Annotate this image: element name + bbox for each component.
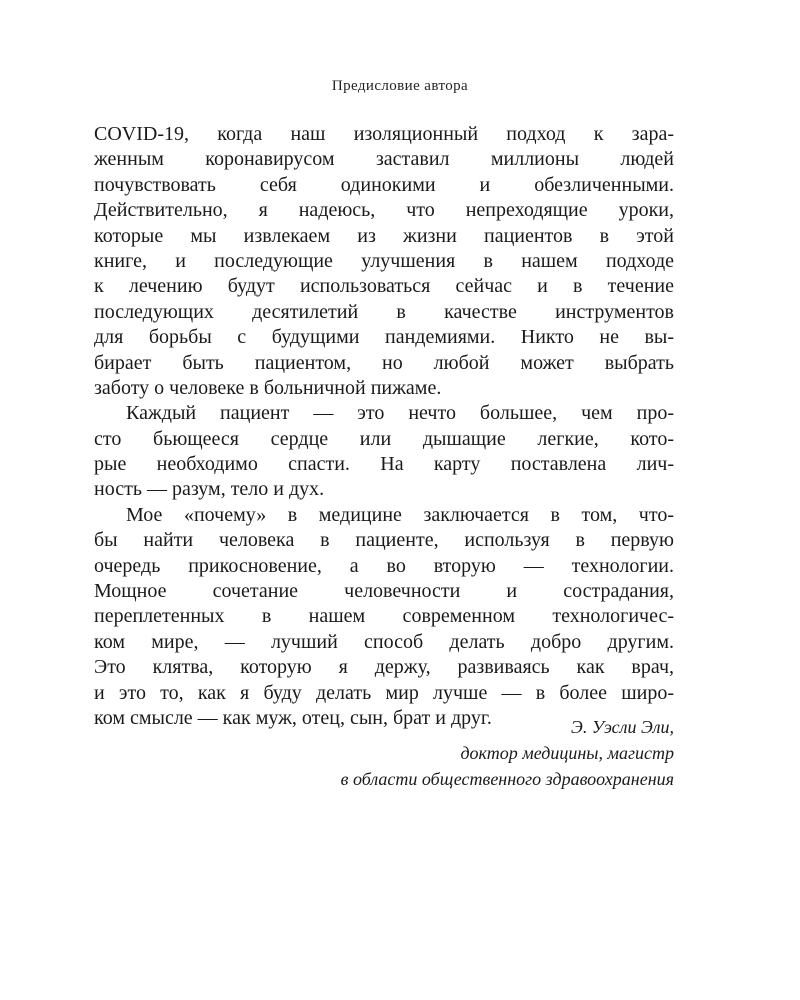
text-line: к лечению будут использоваться сейчас и в течение bbox=[94, 275, 674, 298]
text-line: рые необходимо спасти. На карту поставлена лич- bbox=[94, 453, 674, 476]
text-line: книге, и последующие улучшения в нашем подходе bbox=[94, 249, 674, 272]
body-text bbox=[94, 122, 674, 731]
text-line: почувствовать себя одинокими и обезличенными. bbox=[94, 173, 674, 196]
text-line: и это то, как я буду делать мир лучше — в более широ- bbox=[94, 681, 674, 704]
author-field: в области общественного здравоохранения bbox=[340, 769, 674, 789]
text-line: Каждый пациент — это нечто большее, чем про- bbox=[126, 402, 674, 425]
text-line: Мощное сочетание человечности и сострадания, bbox=[94, 580, 674, 603]
text-line: бы найти человека в пациенте, используя в первую bbox=[94, 529, 674, 552]
running-header: Предисловие автора bbox=[331, 78, 469, 94]
author-title: доктор медицины, магистр bbox=[460, 743, 674, 763]
text-line: которые мы извлекаем из жизни пациентов в этой bbox=[94, 224, 674, 247]
text-line: сто бьющееся сердце или дышащие легкие, кото- bbox=[94, 427, 674, 450]
text-line: Действительно, я надеюсь, что непреходящие уроки, bbox=[94, 199, 674, 222]
paragraph bbox=[94, 503, 674, 732]
text-line: последующих десятилетий в качестве инструментов bbox=[94, 300, 674, 323]
text-line: Это клятва, которую я держу, развиваясь как врач, bbox=[94, 656, 674, 679]
text-line: ком смысле — как муж, отец, сын, брат и друг. bbox=[94, 706, 492, 729]
author-signature bbox=[341, 714, 674, 792]
author-name: Э. Уэсли Эли, bbox=[571, 717, 674, 737]
text-line: Мое «почему» в медицине заключается в том, что- bbox=[126, 503, 674, 526]
text-line: заботу о человеке в больничной пижаме. bbox=[94, 376, 442, 399]
text-line: очередь прикосновение, а во вторую — технологии. bbox=[94, 554, 674, 577]
text-line: переплетенных в нашем современном технологичес- bbox=[94, 605, 674, 628]
text-line: для борьбы с будущими пандемиями. Никто не вы- bbox=[94, 326, 674, 349]
text-line: ность — разум, тело и дух. bbox=[94, 478, 325, 501]
text-line: бирает быть пациентом, но любой может выбрать bbox=[94, 351, 674, 374]
text-line: ком мире, — лучший способ делать добро другим. bbox=[94, 630, 674, 653]
text-line: COVID-19, когда наш изоляционный подход к зара- bbox=[94, 123, 674, 145]
paragraph bbox=[94, 122, 674, 401]
text-line: женным коронавирусом заставил миллионы людей bbox=[94, 148, 674, 171]
paragraph bbox=[94, 401, 674, 503]
